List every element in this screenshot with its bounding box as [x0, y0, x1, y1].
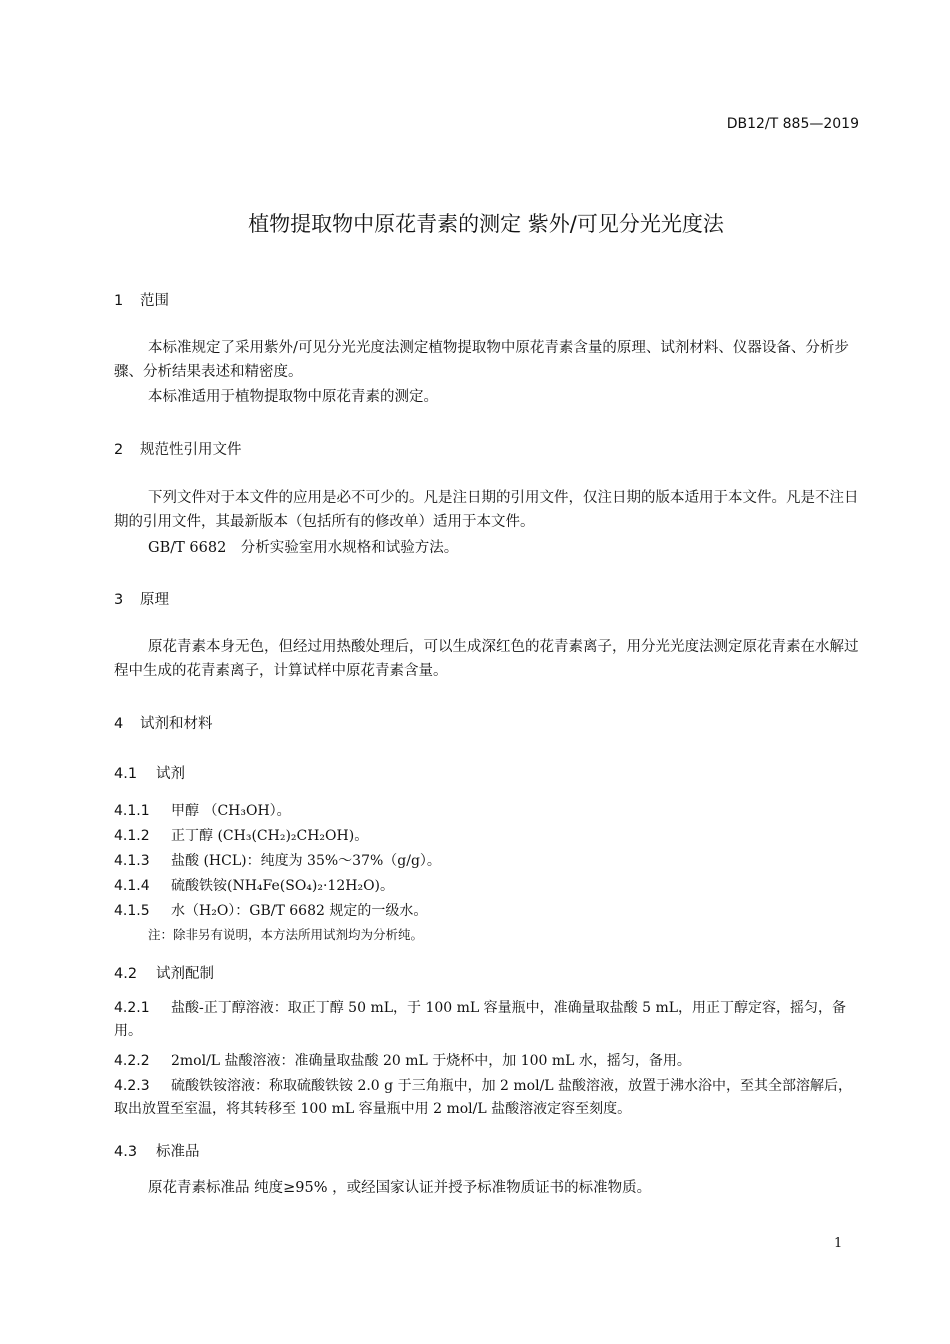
section-3-number: 3 — [114, 592, 124, 608]
reagent-item-number: 4.1.5 — [114, 903, 150, 919]
reagent-item-number: 4.1.4 — [114, 878, 150, 894]
preparation-item — [114, 1075, 860, 1121]
subsection-4-2-title: 试剂配制 — [156, 966, 214, 982]
section-1-number: 1 — [114, 293, 124, 309]
preparation-item-text: 盐酸-正丁醇溶液：取正丁醇 50 mL，于 100 mL 容量瓶中，准确量取盐酸 5 mL，用正丁醇定容，摇匀，备用。 — [114, 1000, 847, 1039]
preparation-item-text: 2mol/L 盐酸溶液：准确量取盐酸 20 mL 于烧杯中，加 100 mL 水，摇匀，备用。 — [171, 1053, 691, 1069]
reagent-note: 注：除非另有说明，本方法所用试剂均为分析纯。 — [148, 927, 424, 942]
subsection-4-1-title: 试剂 — [156, 766, 185, 782]
reagent-item — [114, 900, 427, 920]
document-code: DB12/T 885—2019 — [726, 116, 859, 132]
section-2-number: 2 — [114, 442, 124, 458]
reagent-item-text: 硫酸铁铵(NH₄Fe(SO₄)₂·12H₂O)。 — [171, 878, 395, 894]
subsection-4-1-number: 4.1 — [114, 766, 138, 782]
reagent-item-number: 4.1.1 — [114, 803, 150, 819]
reagent-item — [114, 875, 394, 895]
subsection-4-3-title: 标准品 — [156, 1144, 200, 1160]
section-4-heading — [114, 712, 213, 733]
page-number: 1 — [834, 1236, 843, 1251]
section-3-title: 原理 — [140, 592, 169, 608]
preparation-item-text: 硫酸铁铵溶液：称取硫酸铁铵 2.0 g 于三角瓶中，加 2 mol/L 盐酸溶液，放置于沸水浴中，至其全部溶解后，取出放置至室温，将其转移至 100 mL 容量瓶中用 2 mol/L 盐酸溶液定容至刻度。 — [114, 1078, 853, 1117]
reagent-item — [114, 800, 291, 820]
section-2-heading — [114, 438, 242, 459]
preparation-item-number: 4.2.3 — [114, 1078, 150, 1094]
reagent-item-number: 4.1.3 — [114, 853, 150, 869]
preparation-item — [114, 997, 860, 1043]
section-2-title: 规范性引用文件 — [140, 442, 242, 458]
preparation-item-number: 4.2.2 — [114, 1053, 150, 1069]
subsection-4-2-number: 4.2 — [114, 966, 138, 982]
section-1-paragraph-2: 本标准适用于植物提取物中原花青素的测定。 — [148, 389, 438, 405]
preparation-item-number: 4.2.1 — [114, 1000, 150, 1016]
reagent-item-text: 正丁醇 (CH₃(CH₂)₂CH₂OH)。 — [171, 828, 369, 844]
section-1-paragraph-1: 本标准规定了采用紫外/可见分光光度法测定植物提取物中原花青素含量的原理、试剂材料、仪器设备、分析步骤、分析结果表述和精密度。 — [114, 340, 849, 380]
document-title: 植物提取物中原花青素的测定 紫外/可见分光光度法 — [248, 212, 724, 236]
reagent-item-number: 4.1.2 — [114, 828, 150, 844]
standard-sample-paragraph: 原花青素标准品 纯度≥95% ，或经国家认证并授予标准物质证书的标准物质。 — [148, 1180, 652, 1196]
section-4-title: 试剂和材料 — [140, 716, 213, 732]
section-2-paragraph-1: 下列文件对于本文件的应用是必不可少的。凡是注日期的引用文件，仅注日期的版本适用于本文件。凡是不注日期的引用文件，其最新版本（包括所有的修改单）适用于本文件。 — [114, 490, 859, 530]
reagent-item-text: 甲醇 （CH₃OH）。 — [171, 803, 291, 819]
section-1-title: 范围 — [140, 293, 169, 309]
subsection-4-1-heading — [114, 762, 185, 783]
section-3-heading — [114, 588, 169, 609]
reagent-item — [114, 850, 441, 870]
preparation-item — [114, 1050, 691, 1070]
subsection-4-3-number: 4.3 — [114, 1144, 138, 1160]
normative-reference: GB/T 6682 分析实验室用水规格和试验方法。 — [148, 540, 459, 556]
subsection-4-2-heading — [114, 962, 214, 983]
reagent-item — [114, 825, 368, 845]
reagent-item-text: 水（H₂O）：GB/T 6682 规定的一级水。 — [171, 903, 428, 919]
section-3-paragraph-1: 原花青素本身无色，但经过用热酸处理后，可以生成深红色的花青素离子，用分光光度法测定原花青素在水解过程中生成的花青素离子，计算试样中原花青素含量。 — [114, 639, 859, 679]
section-4-number: 4 — [114, 716, 124, 732]
reagent-item-text: 盐酸 (HCL)：纯度为 35%～37%（g/g）。 — [171, 853, 441, 869]
subsection-4-3-heading — [114, 1140, 200, 1161]
section-1-heading — [114, 289, 169, 310]
